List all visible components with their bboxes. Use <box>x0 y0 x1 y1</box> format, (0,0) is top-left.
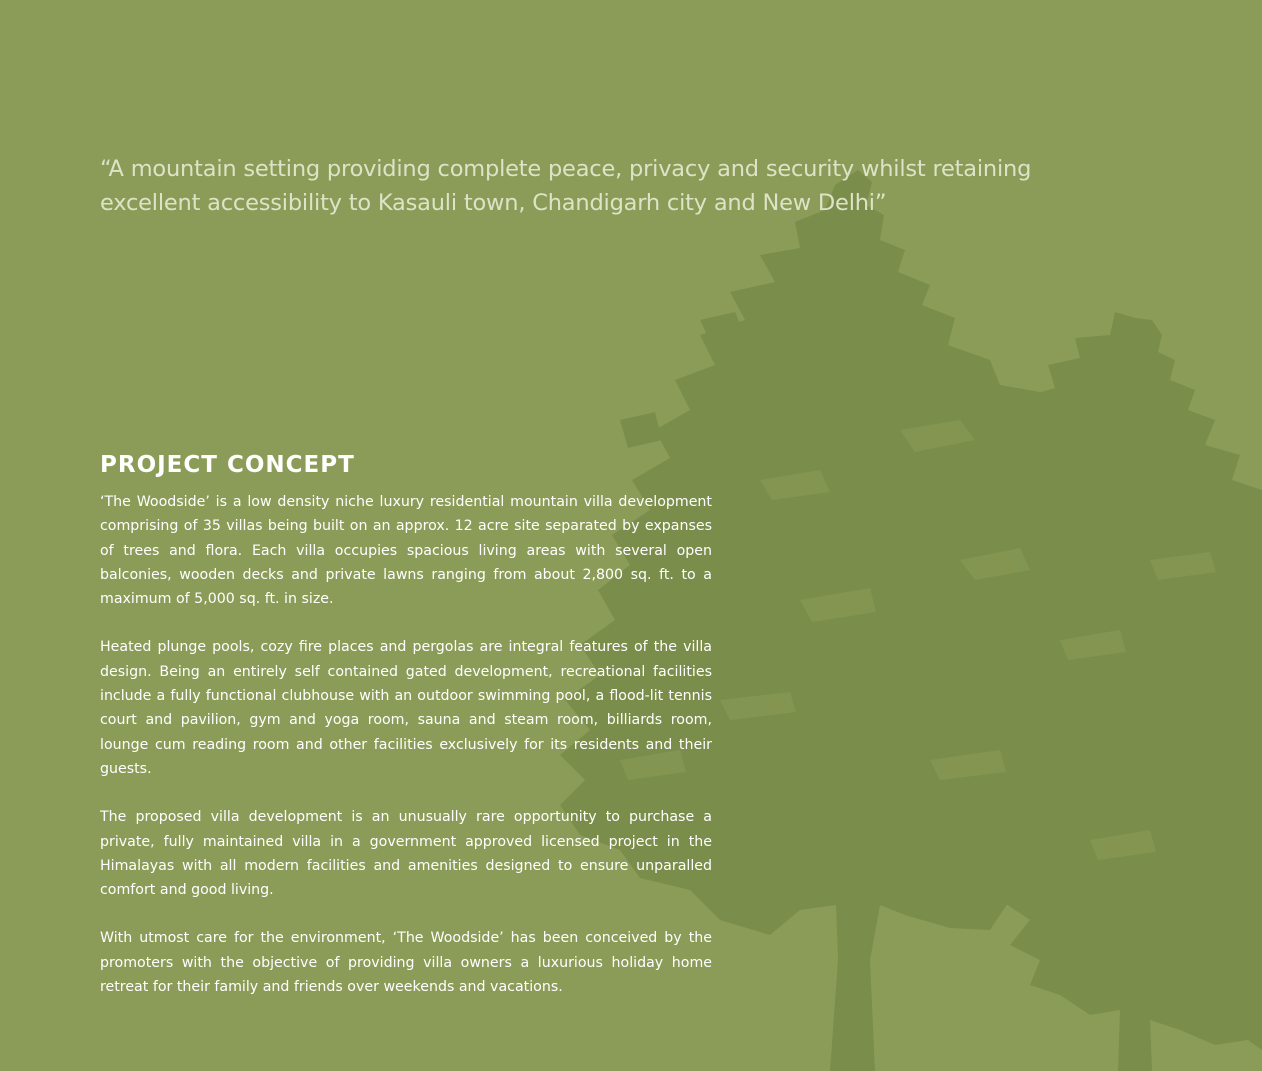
paragraph: The proposed villa development is an unusually rare opportunity to purchase a private, fully maintained villa in a government approved licensed project in the Himalayas with all modern facilities and amenities designed to ensure unparalled comfort and good living. <box>100 809 712 899</box>
hero-quote: “A mountain setting providing complete peace, privacy and security whilst retaining excellent accessibility to Kasauli town, Chandigarh city and New Delhi” <box>100 156 1032 216</box>
paragraph: ‘The Woodside’ is a low density niche luxury residential mountain villa development comprising of 35 villas being built on an approx. 12 acre site separated by expanses of trees and flora. Each villa occupies spacious living areas with several open balconies, wooden decks and private lawns ranging from about 2,800 sq. ft. to a maximum of 5,000 sq. ft. in size. <box>100 494 712 608</box>
section-title: PROJECT CONCEPT <box>100 452 355 478</box>
project-concept-section <box>100 450 712 1023</box>
paragraph: Heated plunge pools, cozy fire places and pergolas are integral features of the villa design. Being an entirely self contained gated development, recreational facilities include a fully functional clubhouse with an outdoor swimming pool, a flood-lit tennis court and pavilion, gym and yoga room, sauna and steam room, billiards room, lounge cum reading room and other facilities exclusively for its residents and their guests. <box>100 639 712 777</box>
paragraph: With utmost care for the environment, ‘The Woodside’ has been conceived by the promoters with the objective of providing villa owners a luxurious holiday home retreat for their family and friends over weekends and vacations. <box>100 930 712 996</box>
